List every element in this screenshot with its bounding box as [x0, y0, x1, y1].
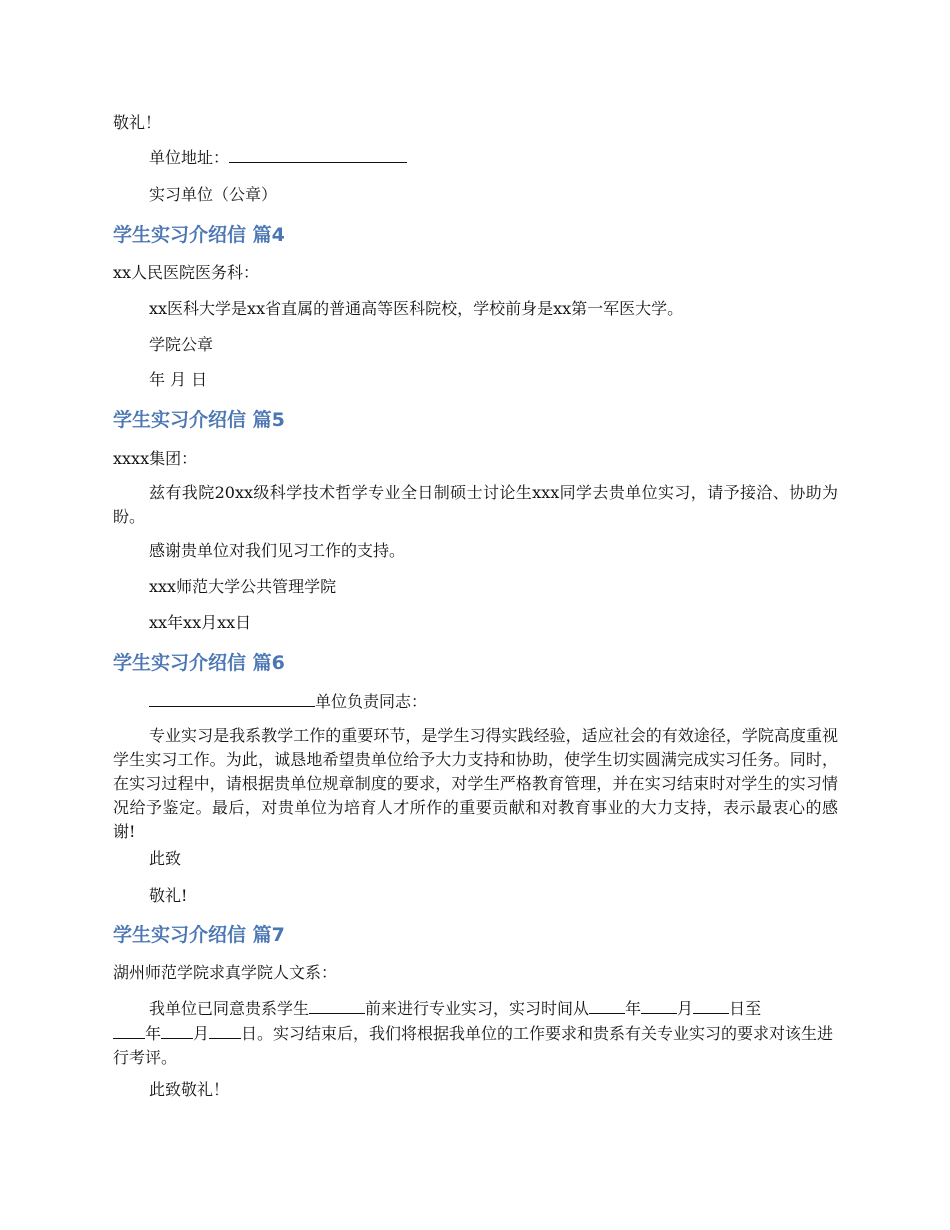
body-text-3: 。实习结束后，我们将根据我单位的工作要求和贵系有关专业实习的要求对该生进行考评。	[113, 1024, 834, 1067]
start-day-blank	[693, 996, 729, 1014]
section-4-date: 年 月 日	[149, 370, 208, 389]
end-day-blank	[209, 1021, 241, 1039]
section-7-salutation: 湖州师范学院求真学院人文系：	[113, 963, 338, 982]
recipient-blank	[149, 689, 315, 707]
day-to-label: 日至	[729, 999, 762, 1018]
section-6-salutation	[149, 689, 838, 715]
section-5-salutation: xxxx集团：	[113, 449, 198, 468]
section-7-body-line-2	[113, 1021, 838, 1070]
body-text-2: 前来进行专业实习，实习时间从	[365, 999, 590, 1018]
end-month-blank	[161, 1021, 193, 1039]
closing-salute: 敬礼！	[113, 113, 162, 132]
section-5-signer: xxx师范大学公共管理学院	[149, 577, 337, 596]
section-7-body-line-1	[113, 996, 838, 1021]
section-7-body	[113, 996, 838, 1070]
end-year-label: 年	[145, 1024, 162, 1043]
body-text-1: 我单位已同意贵系学生	[149, 999, 310, 1018]
section-5-title: 学生实习介绍信 篇5	[113, 409, 285, 431]
end-month-label: 月	[193, 1024, 210, 1043]
end-day-label: 日	[241, 1024, 258, 1043]
unit-seal: 实习单位（公章）	[149, 185, 278, 204]
section-7-title: 学生实习介绍信 篇7	[113, 924, 285, 946]
student-name-blank	[309, 996, 365, 1014]
section-4-body: xx医科大学是xx省直属的普通高等医科院校，学校前身是xx第一军医大学。	[149, 299, 684, 318]
end-year-blank	[113, 1021, 145, 1039]
section-6-closing-1: 此致	[149, 849, 182, 868]
section-6-body: 专业实习是我系教学工作的重要环节，是学生习得实践经验，适应社会的有效途径，学院高度重视学生实习工作。为此，诚恳地希望贵单位给予大力支持和协助，使学生切实圆满完成实习任务。同时，在实习过程中，请根据贵单位规章制度的要求，对学生严格教育管理，并在实习结束时对学生的实习情况给予鉴定。最后，对贵单位为培育人才所作的重要贡献和对教育事业的大力支持，表示最衷心的感谢!	[113, 726, 838, 841]
start-month-blank	[641, 996, 677, 1014]
section-5-date: xx年xx月xx日	[149, 613, 252, 632]
month-label: 月	[677, 999, 694, 1018]
salutation-suffix: 单位负责同志：	[315, 692, 428, 711]
start-year-blank	[589, 996, 625, 1014]
section-4-salutation: xx人民医院医务科：	[113, 263, 260, 282]
section-6-closing-2: 敬礼!	[149, 886, 188, 905]
section-4-title: 学生实习介绍信 篇4	[113, 224, 285, 246]
section-6-title: 学生实习介绍信 篇6	[113, 652, 285, 674]
section-5-body: 兹有我院20xx级科学技术哲学专业全日制硕士讨论生xxx同学去贵单位实习，请予接洽、协助为盼。	[113, 483, 838, 526]
unit-address-line	[149, 145, 838, 171]
address-blank	[229, 145, 407, 163]
address-label: 单位地址：	[149, 148, 230, 167]
year-label: 年	[625, 999, 642, 1018]
section-7-closing: 此致敬礼！	[149, 1080, 230, 1099]
section-5-thanks: 感谢贵单位对我们见习工作的支持。	[149, 541, 406, 560]
section-4-seal: 学院公章	[149, 335, 214, 354]
